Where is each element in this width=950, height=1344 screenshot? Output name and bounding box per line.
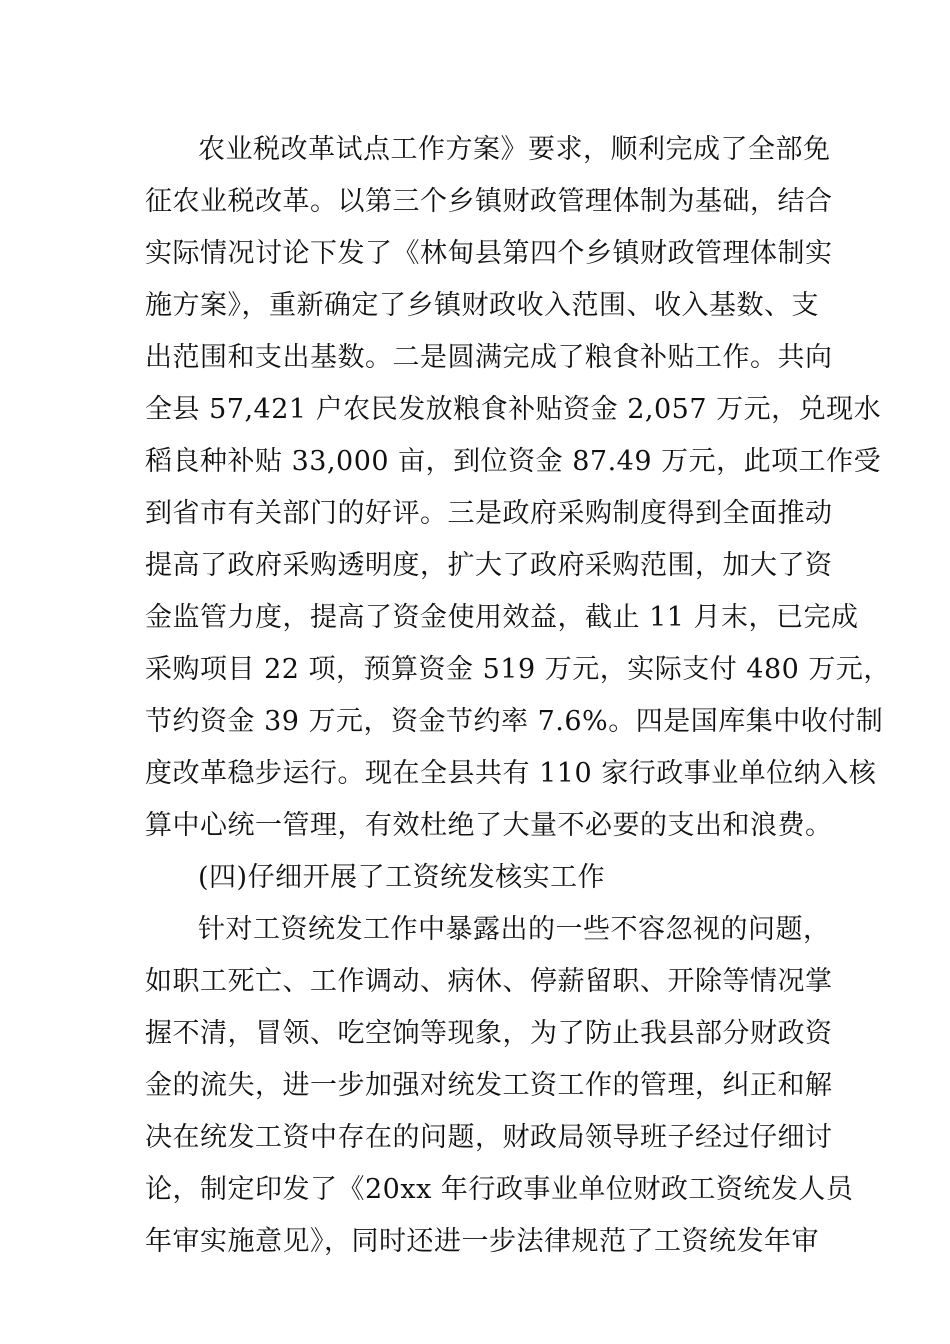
text-line: 全县 57,421 户农民发放粮食补贴资金 2,057 万元，兑现水	[145, 394, 882, 425]
text-line: 采购项目 22 项，预算资金 519 万元，实际支付 480 万元，	[145, 654, 891, 685]
text-line: 稻良种补贴 33,000 亩，到位资金 87.49 万元，此项工作受	[145, 446, 882, 477]
text-line: 如职工死亡、工作调动、病休、停薪留职、开除等情况掌	[145, 966, 833, 997]
text-line: 农业税改革试点工作方案》要求，顺利完成了全部免	[198, 134, 831, 165]
text-line: 决在统发工资中存在的问题，财政局领导班子经过仔细讨	[145, 1122, 833, 1153]
text-line: 提高了政府采购透明度，扩大了政府采购范围，加大了资	[145, 550, 833, 581]
text-line: 到省市有关部门的好评。三是政府采购制度得到全面推动	[145, 498, 833, 529]
text-line: 实际情况讨论下发了《林甸县第四个乡镇财政管理体制实	[145, 238, 833, 269]
section-heading: (四)仔细开展了工资统发核实工作	[198, 862, 606, 893]
text-line: 施方案》，重新确定了乡镇财政收入范围、收入基数、支	[145, 290, 819, 321]
text-line: 金的流失，进一步加强对统发工资工作的管理，纠正和解	[145, 1070, 833, 1101]
text-line: 征农业税改革。以第三个乡镇财政管理体制为基础，结合	[145, 186, 833, 217]
text-line: 度改革稳步运行。现在全县共有 110 家行政事业单位纳入核	[145, 758, 877, 789]
text-line: 针对工资统发工作中暴露出的一些不容忽视的问题，	[198, 914, 831, 945]
text-line: 年审实施意见》，同时还进一步法律规范了工资统发年审	[145, 1226, 819, 1257]
text-line: 论，制定印发了《20xx 年行政事业单位财政工资统发人员	[145, 1174, 854, 1205]
text-line: 出范围和支出基数。二是圆满完成了粮食补贴工作。共向	[145, 342, 833, 373]
text-line: 节约资金 39 万元，资金节约率 7.6%。四是国库集中收付制	[145, 706, 884, 737]
text-line: 握不清，冒领、吃空饷等现象，为了防止我县部分财政资	[145, 1018, 833, 1049]
text-line: 算中心统一管理，有效杜绝了大量不必要的支出和浪费。	[145, 810, 833, 841]
text-line: 金监管力度，提高了资金使用效益，截止 11 月末，已完成	[145, 602, 859, 633]
